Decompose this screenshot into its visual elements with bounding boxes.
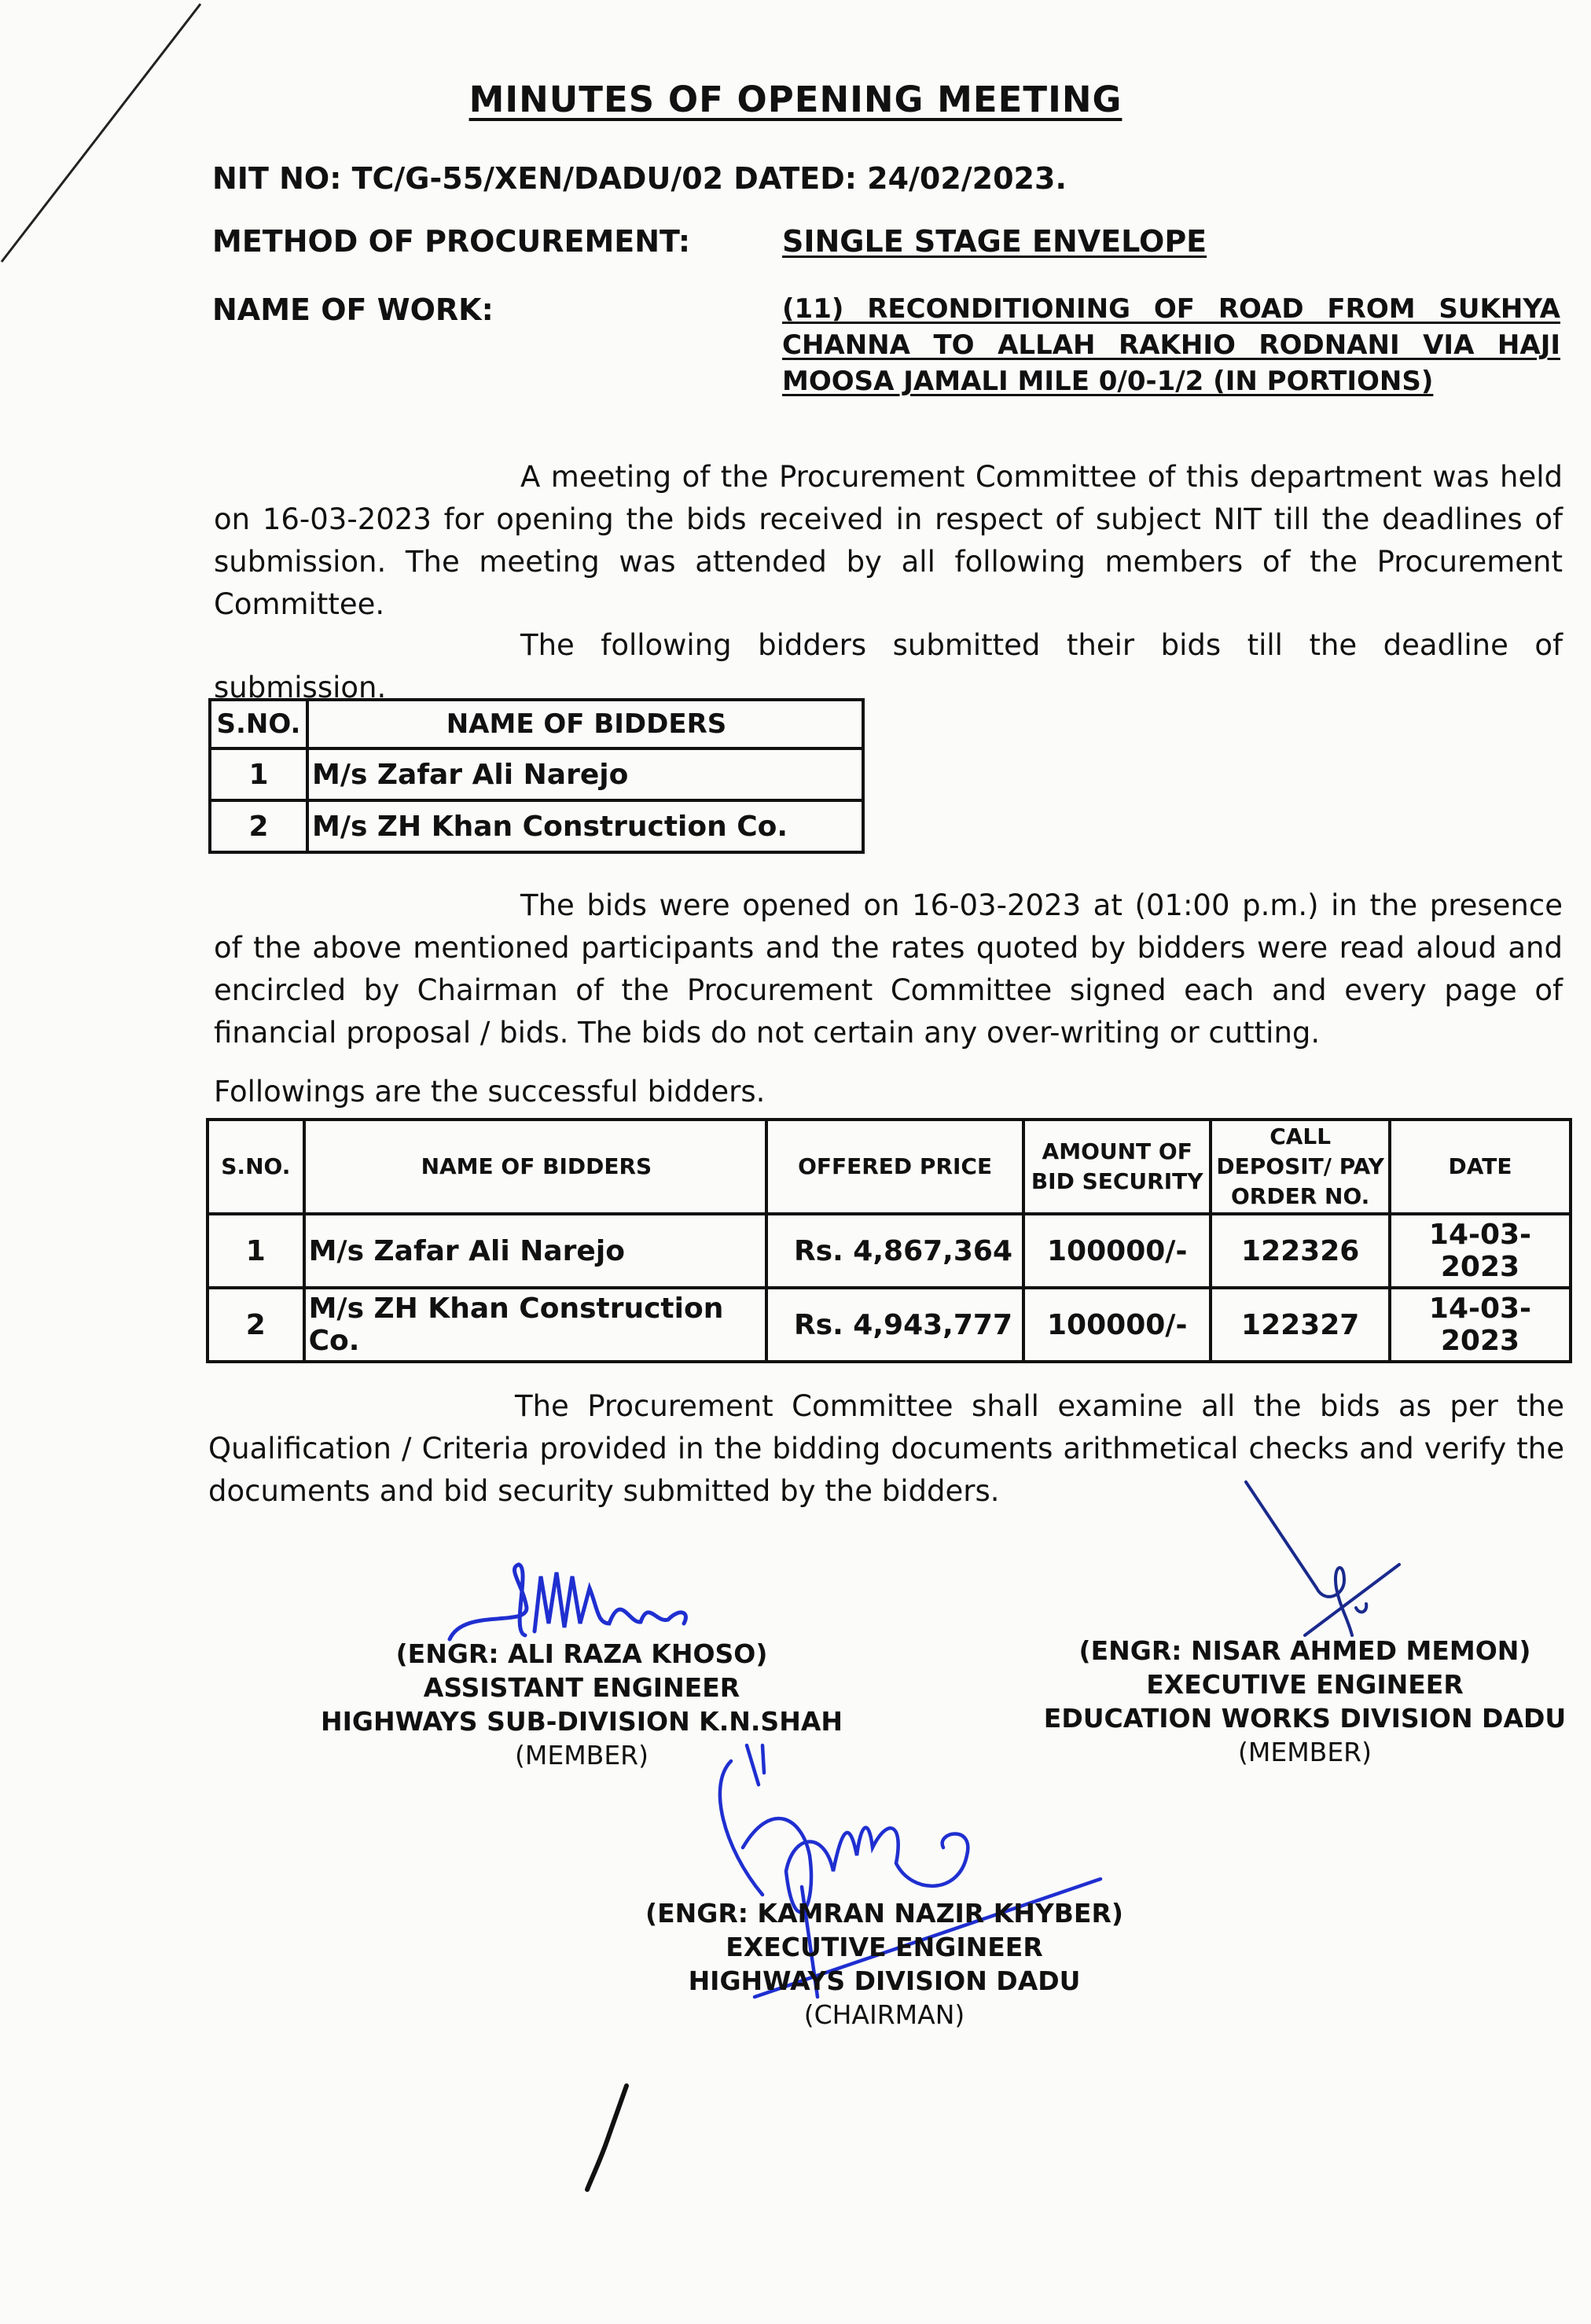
signatory-block-member-2 <box>1022 1634 1588 1769</box>
cell-name: M/s Zafar Ali Narejo <box>307 748 863 800</box>
signatory-name: (ENGR: NISAR AHMED MEMON) <box>1078 1635 1531 1666</box>
signatory-designation: EXECUTIVE ENGINEER <box>726 1932 1043 1962</box>
bidders-table <box>208 698 865 854</box>
nit-line: NIT NO: TC/G-55/XEN/DADU/02 DATED: 24/02/2023. <box>212 161 1067 196</box>
signatory-role: (CHAIRMAN) <box>803 1999 965 2030</box>
paper-edge-line <box>0 0 204 267</box>
signatory-designation: ASSISTANT ENGINEER <box>423 1672 740 1703</box>
table-row <box>210 800 863 852</box>
cell-name: M/s ZH Khan Construction Co. <box>304 1288 767 1362</box>
signatory-block-member-1 <box>307 1637 857 1772</box>
cell-date: 14-03-2023 <box>1390 1214 1571 1288</box>
paragraph-examination: The Procurement Committee shall examine all the bids as per the Qualification / Criteria provided in the bidding documents arithmetical checks and verify the documents and bid security submitted by the bidders. <box>208 1389 1564 1508</box>
paragraph-meeting: A meeting of the Procurement Committee of this department was held on 16-03-2023 for opening the bids received in respect of subject NIT till the deadlines of submission. The meeting was attended by all following members of the Procurement Committee. <box>214 460 1563 621</box>
cell-call-deposit: 122326 <box>1211 1214 1390 1288</box>
header-bid-security: AMOUNT OF BID SECURITY <box>1023 1120 1211 1214</box>
signatory-office: HIGHWAYS DIVISION DADU <box>688 1965 1081 1996</box>
header-name: NAME OF BIDDERS <box>304 1120 767 1214</box>
paragraph-bidders-intro: The following bidders submitted their bids till the deadline of submission. <box>214 628 1563 704</box>
signatory-name: (ENGR: KAMRAN NAZIR KHYBER) <box>645 1898 1123 1929</box>
header-name: NAME OF BIDDERS <box>307 700 863 748</box>
signatory-name: (ENGR: ALI RAZA KHOSO) <box>395 1638 768 1669</box>
cell-sno: 2 <box>208 1288 304 1362</box>
signature-right <box>1242 1478 1446 1643</box>
paragraph-successful-intro: Followings are the successful bidders. <box>214 1075 766 1109</box>
header-sno: S.NO. <box>208 1120 304 1214</box>
table-header-row <box>210 700 863 748</box>
successful-bidders-table <box>206 1118 1572 1363</box>
table-row <box>210 748 863 800</box>
table-row <box>208 1214 1571 1288</box>
table-row <box>208 1288 1571 1362</box>
work-label: NAME OF WORK: <box>212 292 494 327</box>
header-offered-price: OFFERED PRICE <box>766 1120 1023 1214</box>
header-sno: S.NO. <box>210 700 307 748</box>
paragraph-opening: The bids were opened on 16-03-2023 at (01:00 p.m.) in the presence of the above mentioned participants and the rates quoted by bidders were read aloud and encircled by Chairman of the Procurement Committee signed each and every page of financial proposal / bids. The bids do not certain any over-writing or cutting. <box>214 888 1563 1050</box>
cell-bid-security: 100000/- <box>1023 1214 1211 1288</box>
pen-mark <box>578 2079 633 2197</box>
cell-sno: 2 <box>210 800 307 852</box>
cell-bid-security: 100000/- <box>1023 1288 1211 1362</box>
cell-sno: 1 <box>210 748 307 800</box>
signatory-office: HIGHWAYS SUB-DIVISION K.N.SHAH <box>321 1706 843 1737</box>
header-call-deposit: CALL DEPOSIT/ PAY ORDER NO. <box>1211 1120 1390 1214</box>
cell-sno: 1 <box>208 1214 304 1288</box>
signatory-block-chairman <box>613 1896 1156 2032</box>
signatory-office: EDUCATION WORKS DIVISION DADU <box>1043 1703 1567 1734</box>
table-header-row <box>208 1120 1571 1214</box>
cell-date: 14-03-2023 <box>1390 1288 1571 1362</box>
signatory-role: (MEMBER) <box>515 1740 649 1771</box>
cell-offered-price: Rs. 4,867,364 <box>766 1214 1023 1288</box>
work-value: (11) RECONDITIONING OF ROAD FROM SUKHYA CHANNA TO ALLAH RAKHIO RODNANI VIA HAJI MOOSA JAMALI MILE 0/0-1/2 (IN PORTIONS) <box>782 293 1560 397</box>
signatory-role: (MEMBER) <box>1238 1737 1372 1767</box>
method-label: METHOD OF PROCUREMENT: <box>212 224 691 259</box>
cell-offered-price: Rs. 4,943,777 <box>766 1288 1023 1362</box>
header-date: DATE <box>1390 1120 1571 1214</box>
method-value: SINGLE STAGE ENVELOPE <box>782 224 1207 259</box>
cell-call-deposit: 122327 <box>1211 1288 1390 1362</box>
document-title: MINUTES OF OPENING MEETING <box>468 79 1123 120</box>
cell-name: M/s ZH Khan Construction Co. <box>307 800 863 852</box>
cell-name: M/s Zafar Ali Narejo <box>304 1214 767 1288</box>
signatory-designation: EXECUTIVE ENGINEER <box>1146 1669 1464 1700</box>
